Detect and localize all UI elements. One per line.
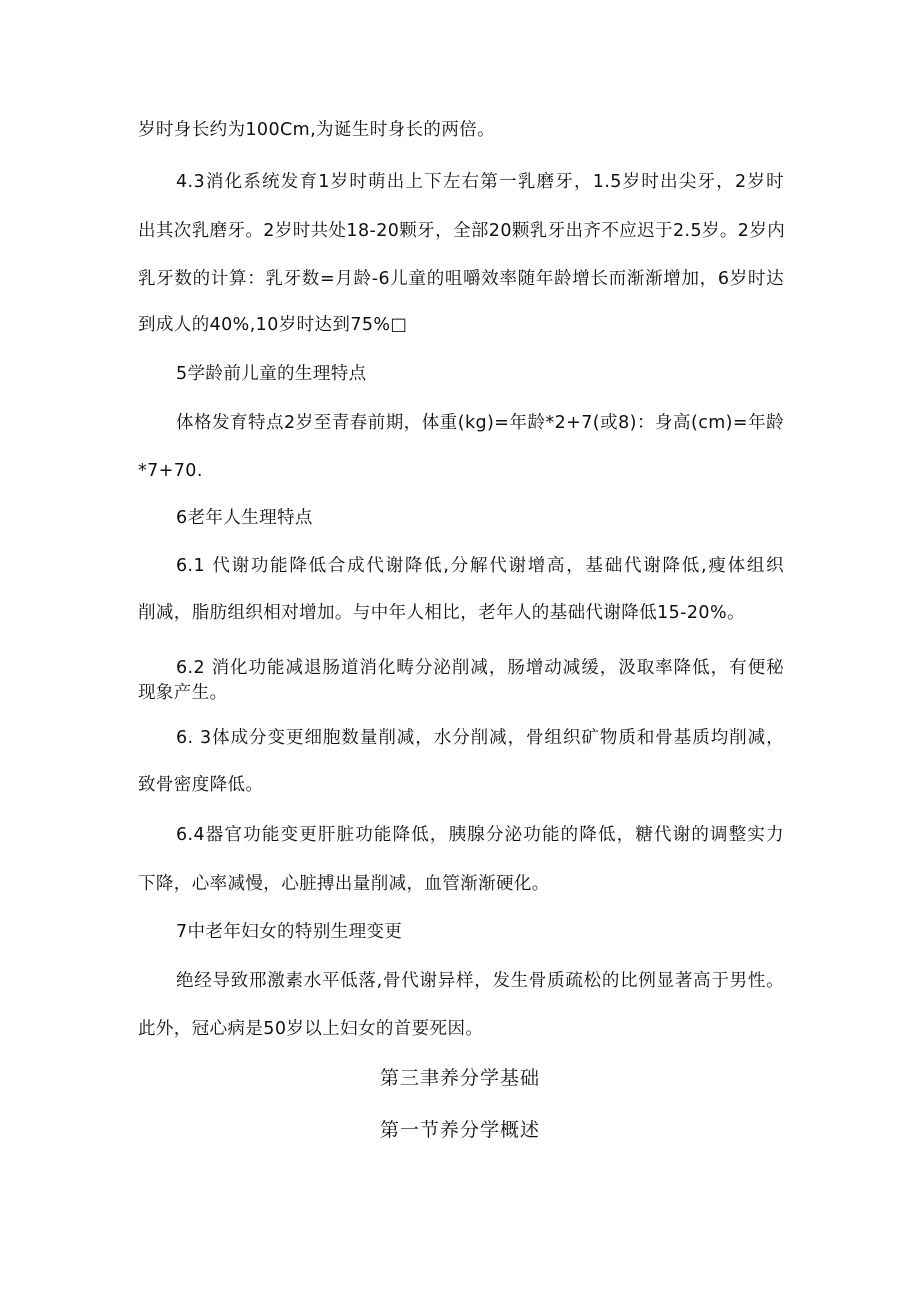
paragraph-line: 绝经导致邢激素水平低落,骨代谢异样，发生骨质疏松的比例显著高于男性。 — [176, 971, 784, 991]
paragraph-line: 到成人的40%,10岁时达到75%□ — [138, 315, 408, 335]
paragraph-line: 6.4器官功能变更肝脏功能降低，胰腺分泌功能的降低，糖代谢的调整实力 — [176, 825, 784, 845]
paragraph-line: 致骨密度降低。 — [138, 775, 264, 795]
paragraph-line: 6.1 代谢功能降低合成代谢降低,分解代谢增高，基础代谢降低,瘦体组织 — [176, 556, 784, 576]
chapter-title: 第三聿养分学基础 — [379, 1067, 540, 1089]
paragraph-line: 6.2 消化功能减退肠道消化畴分泌削减，肠增动减缓，汲取率降低，有便秘 — [176, 658, 784, 678]
section-title: 第一节养分学概述 — [379, 1119, 540, 1141]
paragraph-line: 4.3消化系统发育1岁时萌出上下左右第一乳磨牙，1.5岁时出尖牙，2岁时 — [176, 172, 784, 192]
section-heading: 5学龄前儿童的生理特点 — [176, 364, 367, 384]
paragraph-line: 乳牙数的计算：乳牙数=月龄-6儿童的咀嚼效率随年龄增长而渐渐增加，6岁时达 — [138, 269, 784, 289]
paragraph-line: 6. 3体成分变更细胞数量削减，水分削减，骨组织矿物质和骨基质均削减， — [176, 728, 784, 748]
section-heading: 6老年人生理特点 — [176, 508, 313, 528]
paragraph-line: 削减，脂肪组织相对增加。与中年人相比，老年人的基础代谢降低15-20%。 — [138, 603, 745, 623]
paragraph-line: 岁时身长约为100Cm,为诞生时身长的两倍。 — [138, 120, 496, 140]
paragraph-line: 此外，冠心病是50岁以上妇女的首要死因。 — [138, 1019, 484, 1039]
paragraph-line: 下降，心率减慢，心脏搏出量削减，血管渐渐硬化。 — [138, 874, 550, 894]
paragraph-line: *7+70. — [138, 461, 203, 481]
paragraph-line: 体格发育特点2岁至青春前期，体重(kg)=年龄*2+7(或8)：身高(cm)=年龄 — [176, 413, 784, 433]
section-heading: 7中老年妇女的特别生理变更 — [176, 922, 403, 942]
paragraph-line: 出其次乳磨牙。2岁时共处18-20颗牙，全部20颗乳牙出齐不应迟于2.5岁。2岁内 — [138, 221, 786, 241]
paragraph-line: 现象产生。 — [138, 683, 228, 703]
